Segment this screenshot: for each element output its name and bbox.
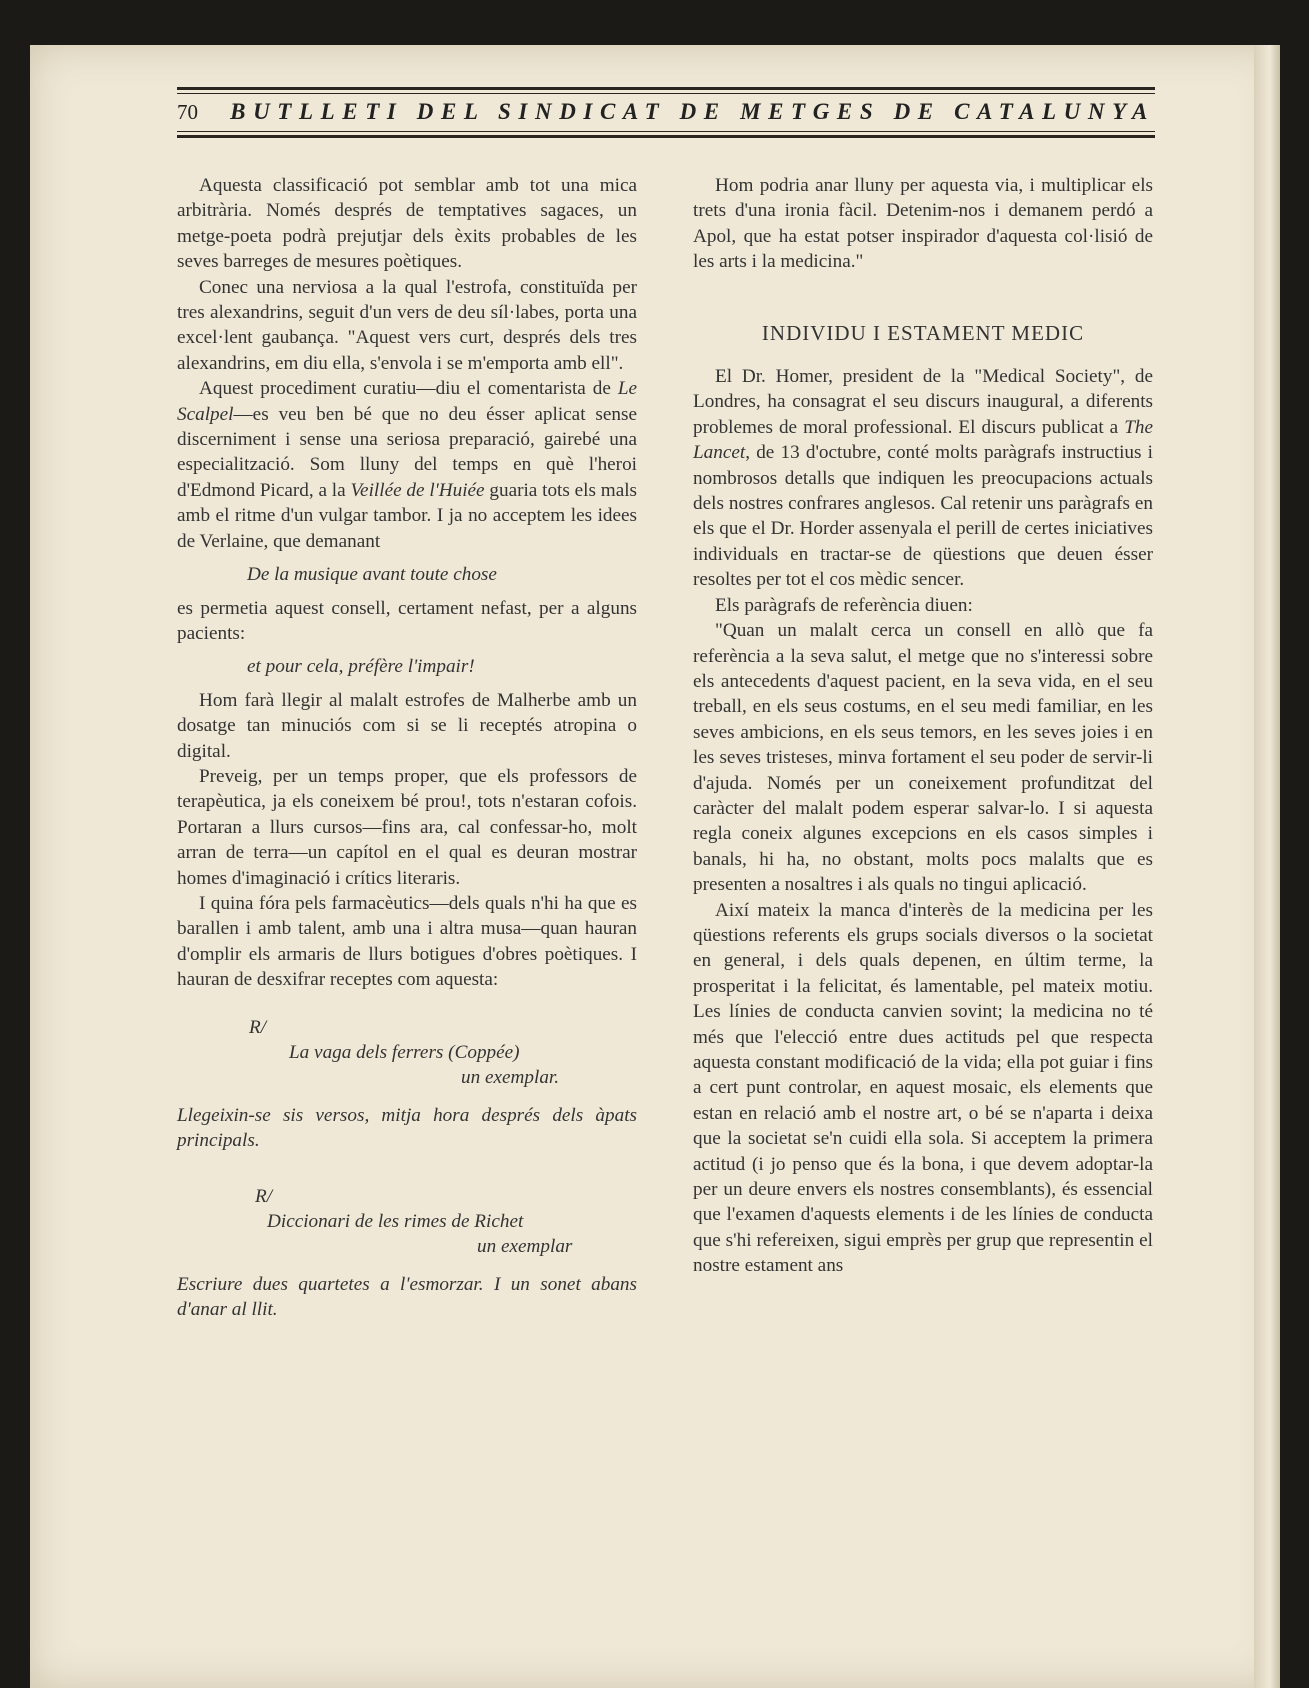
rx-symbol: R/ <box>255 1185 273 1207</box>
running-header <box>177 95 1155 129</box>
paragraph: Aquesta classificació pot semblar amb tot una mica arbitrària. Només després de temptatives sagaces, un metge-poeta podrà prejutjar dels èxits probables de les seves barreges de mesures poètiques. <box>177 175 637 273</box>
left-column <box>177 173 637 1323</box>
paragraph: Conec una nerviosa a la qual l'estrofa, constituïda per tres alexandrins, seguit d'un vers de deu síl·labes, porta una excel·lent gaubança. "Aquest vers curt, després dels tres alexandrins, em diu ella, s'envola i se m'emporta amb ell". <box>177 276 637 374</box>
journal-title: The Lancet <box>693 416 1153 464</box>
page-number: 70 <box>177 99 198 124</box>
text-run: , de 13 d'octubre, conté molts paràgrafs instructius i nombrosos detalls que indiquen les preocupacions actuals dels nostres confrares anglesos. Cal retenir uns paràgrafs en els que el Dr. Horder assenyala el perill de certes iniciatives individuals en tractar-se de qüestions que deuen ésser resoltes per tot el cos mèdic sencer. <box>693 442 1153 591</box>
paragraph <box>177 376 637 554</box>
text-run: El Dr. Homer, president de la "Medical Society", de Londres, ha consagrat el seu discurs inaugural, a diferents problemes de moral professional. El discurs publicat a <box>693 366 1153 438</box>
header-rule-top-thick <box>177 87 1155 90</box>
text-run: Aquest procediment curatiu—diu el comentarista de <box>199 378 618 400</box>
running-head: BUTLLETI DEL SINDICAT DE METGES DE CATALUNYA <box>230 99 1155 124</box>
rx-quantity: un exemplar <box>477 1236 573 1258</box>
rx-line: Diccionari de les rimes de Richet <box>267 1211 524 1233</box>
paragraph: Així mateix la manca d'interès de la medicina per les qüestions referents els grups socials diversos o la societat en general, i dels quals depenen, en últim terme, la prosperitat i la felicitat, és lamentable, pel mateix motiu. Les línies de conducta canvien sovint; la medicina no té més que l'elecció entre dues actituds pel que respecta aquesta constant modificació de la vida; ella pot guiar i fins a cert punt controlar, en aquest mosaic, els elements que estan en relació amb el nostre art, o bé se n'aparta i deixa que la societat se'n cuidi ella sola. Si acceptem la primera actitud (i jo penso que és la bona, i que devem adoptar-la per un deure envers els nostres consemblants), és essencial que l'examen d'aquests elements i de les línies de conducta que s'hi refereixen, sigui emprès per grup que representin el nostre estament ans <box>693 899 1153 1277</box>
paragraph: Preveig, per un temps proper, que els professors de terapèutica, ja els coneixem bé prou!, tots n'estaran cofois. Portaran a llurs cursos—fins ara, cal confessar-ho, molt arran de terra—un capítol en el qual es deuran mostrar homes d'imaginació i crítics literaris. <box>177 765 637 889</box>
header-rule-top-thin <box>177 93 1155 94</box>
rx-instructions: Llegeixin-se sis versos, mitja hora després dels àpats principals. <box>177 1104 637 1152</box>
paragraph: Hom farà llegir al malalt estrofes de Malherbe amb un dosatge tan minuciós com si se li receptés atropina o digital. <box>177 689 637 762</box>
text-run: —es veu ben bé que no deu ésser aplicat sense discerniment i sense una seriosa preparació, gairebé una especialització. Som lluny del temps en què l'heroi d'Edmond Picard, a la <box>177 403 637 501</box>
rx-instructions: Escriure dues quartetes a l'esmorzar. I un sonet abans d'anar al llit. <box>177 1273 637 1321</box>
rx-quantity: un exemplar. <box>461 1067 560 1089</box>
text-run: guaria tots els mals amb el ritme d'un vulgar tambor. I ja no acceptem les idees de Verlaine, que demanant <box>177 479 638 552</box>
paragraph: Hom podria anar lluny per aquesta via, i multiplicar els trets d'una ironia fàcil. Detenim-nos i demanem perdó a Apol, que ha estat potser inspirador d'aquesta col·lisió de les arts i la medicina." <box>693 175 1153 273</box>
prescription-1 <box>177 1015 637 1154</box>
journal-title: Le Scalpel <box>177 378 637 425</box>
rx-symbol: R/ <box>249 1016 267 1038</box>
header-rule-bottom-thin <box>177 131 1155 132</box>
section-heading: INDIVIDU I ESTAMENT MEDIC <box>761 320 1085 345</box>
verse-quote: et pour cela, préfère l'impair! <box>247 656 475 678</box>
paragraph <box>693 364 1153 593</box>
paragraph: I quina fóra pels farmacèutics—dels quals n'hi ha que es barallen i amb talent, amb una i altra musa—quan hauran d'omplir els armaris de llurs botigues d'obres poètiques. I hauran de desxifrar receptes com aquesta: <box>177 892 637 991</box>
right-column <box>693 173 1153 1279</box>
work-title: Veillée de l'Huiée <box>350 479 485 501</box>
rx-line: La vaga dels ferrers (Coppée) <box>289 1042 520 1063</box>
header-rule-bottom-thick <box>177 135 1155 138</box>
verse-quote: De la musique avant toute chose <box>247 564 497 586</box>
page-edge <box>1254 45 1280 1688</box>
paragraph: es permetia aquest consell, certament nefast, per a alguns pacients: <box>177 597 637 644</box>
paragraph: "Quan un malalt cerca un consell en allò que fa referència a la seva salut, el metge que no s'interessi sobre els antecedents d'aquest pacient, en la seva vida, en el seu treball, en els seus costums, en el seu medi familiar, en les seves ambicions, en els seus temors, en les seves joies i en les seves tristeses, minva fortament el seu poder de servir-li d'ajuda. Només per un coneixement profunditzat del caràcter del malalt podem esperar salvar-lo. I si aquesta regla coneix algunes excepcions en els casos simples i banals, hi ha, no obstant, molts pocs malalts que es presenten a nosaltres i als quals no tingui aplicació. <box>693 620 1153 896</box>
prescription-2 <box>177 1184 637 1323</box>
paragraph: Els paràgrafs de referència diuen: <box>715 594 973 616</box>
